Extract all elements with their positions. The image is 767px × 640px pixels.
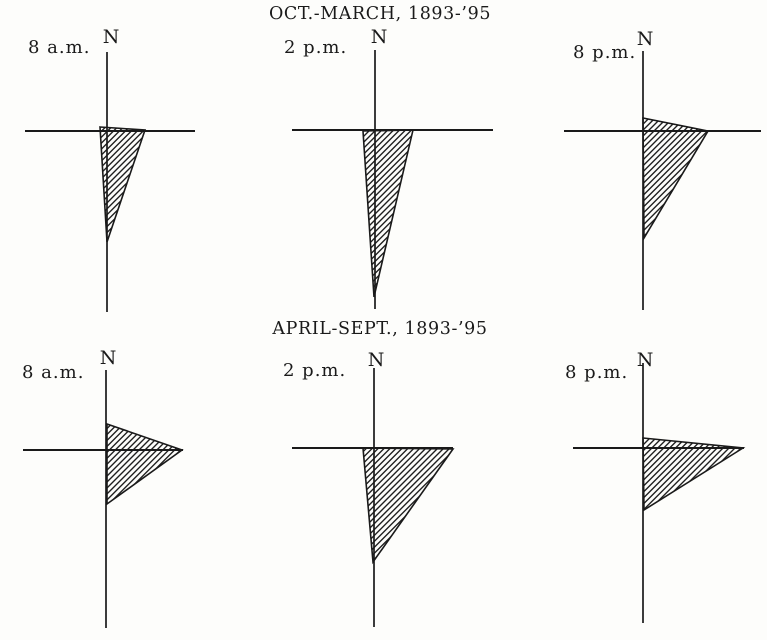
- north-label: N: [102, 26, 120, 48]
- season-title-april-sept: APRIL-SEPT., 1893-’95: [272, 319, 488, 339]
- time-label: 8 p.m.: [565, 362, 629, 383]
- wind-resultant-polygon: [107, 424, 182, 504]
- wind-resultant-polygon: [363, 130, 413, 297]
- north-label: N: [99, 347, 117, 369]
- time-label: 8 p.m.: [573, 42, 637, 63]
- time-label: 2 p.m.: [283, 360, 347, 381]
- time-label: 8 a.m.: [28, 37, 91, 58]
- time-label: 8 a.m.: [22, 362, 85, 383]
- wind-resultant-polygon: [643, 118, 708, 238]
- north-label: N: [636, 28, 654, 50]
- time-label: 2 p.m.: [284, 37, 348, 58]
- north-label: N: [636, 349, 654, 371]
- north-label: N: [367, 349, 385, 371]
- wind-resultant-polygon: [363, 448, 453, 562]
- season-title-oct-march: OCT.-MARCH, 1893-’95: [268, 4, 492, 24]
- north-label: N: [370, 26, 388, 48]
